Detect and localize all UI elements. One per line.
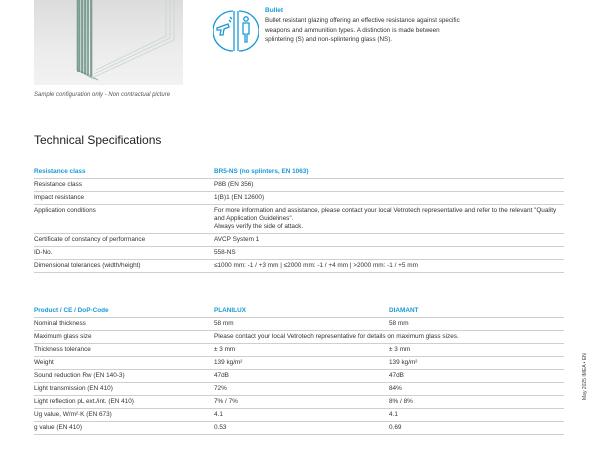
bullet-title: Bullet [265,7,284,14]
row-label: Ug value, W/m²·K (EN 673) [34,409,214,422]
row-value: 47dB [214,370,389,383]
row-value: 58 mm [214,318,389,331]
table-row [34,260,564,273]
row-label: Light reflection pL ext./int. (EN 410) [34,396,214,409]
row-value: ± 3 mm [214,344,389,357]
table-row [34,383,564,396]
table-row [34,422,564,435]
row-label: Sound reduction Rw (EN 140-3) [34,370,214,383]
row-value: For more information and assistance, please contact your local Vetrotech representative and refer to the relevant "Quality and Application Guidelines". Always verify the side of attack. [214,205,564,234]
table-row [34,247,564,260]
resistance-spec-table [34,166,564,273]
table-row [34,396,564,409]
row-value: AVCP System 1 [214,234,564,247]
table-row [34,409,564,422]
row-value: 7% / 7% [214,396,389,409]
row-value: 139 kg/m² [389,357,564,370]
header-cell: Product / CE / DoP-Code [34,305,214,318]
row-value: 4.1 [214,409,389,422]
row-label: Maximum glass size [34,331,214,344]
row-value: Please contact your local Vetrotech representative for details on maximum glass sizes. [214,331,564,344]
row-value: 4.1 [389,409,564,422]
row-value: 84% [389,383,564,396]
table-row [34,370,564,383]
header-cell: BR5-NS (no splinters, EN 1063) [214,166,564,179]
table-row [34,205,564,234]
row-label: ID-No. [34,247,214,260]
row-label: Weight [34,357,214,370]
row-label: Resistance class [34,179,214,192]
table-header-row [34,305,564,318]
table-row [34,344,564,357]
document-date-note: May 2025 IMEA • EN [582,353,588,400]
table-row [34,318,564,331]
row-value: 1(B)1 (EN 12600) [214,192,564,205]
row-value: 0.69 [389,422,564,435]
row-label: Nominal thickness [34,318,214,331]
row-label: Dimensional tolerances (width/height) [34,260,214,273]
row-value: 72% [214,383,389,396]
row-value: 58 mm [389,318,564,331]
table-row [34,192,564,205]
row-label: Application conditions [34,205,214,234]
row-value: ± 3 mm [389,344,564,357]
table-row [34,357,564,370]
header-cell: DIAMANT [389,305,564,318]
photo-caption: Sample configuration only - Non contractual picture [34,92,171,98]
row-value: P8B (EN 356) [214,179,564,192]
header-cell: Resistance class [34,166,214,179]
table-row [34,234,564,247]
glass-sample-photo [34,0,183,85]
product-spec-table [34,305,564,435]
row-label: Certificate of constancy of performance [34,234,214,247]
bullet-description: Bullet resistant glazing offering an effective resistance against specific weapons and ammunition types. A distinction is made between splintering (S) and non-splintering glass (NS). [265,17,460,44]
row-value: 8% / 8% [389,396,564,409]
row-value: ≤1000 mm: -1 / +3 mm | ≤2000 mm: -1 / +4 mm | >2000 mm: -1 / +5 mm [214,260,564,273]
row-label: g value (EN 410) [34,422,214,435]
row-value: 558-NS [214,247,564,260]
table-row [34,179,564,192]
section-title: Technical Specifications [34,133,162,147]
row-label: Thickness tolerance [34,344,214,357]
table-row [34,331,564,344]
row-label: Impact resistance [34,192,214,205]
row-label: Light transmission (EN 410) [34,383,214,396]
header-cell: PLANILUX [214,305,389,318]
bullet-gun-person-icon [213,8,259,54]
table-header-row [34,166,564,179]
row-value: 47dB [389,370,564,383]
row-value: 139 kg/m² [214,357,389,370]
row-value: 0.53 [214,422,389,435]
